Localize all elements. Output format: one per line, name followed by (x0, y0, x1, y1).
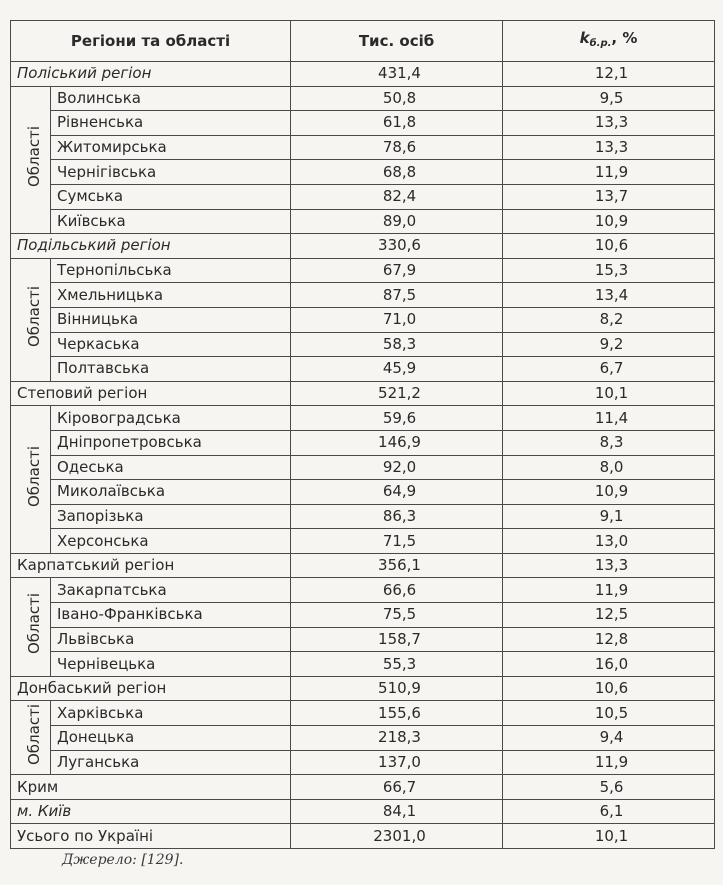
oblast-row (11, 726, 715, 751)
oblast-population: 64,9 (291, 480, 503, 505)
total-coefficient: 6,1 (503, 799, 715, 824)
oblasts-label: Області (24, 125, 43, 187)
oblast-row (11, 504, 715, 529)
oblast-population: 55,3 (291, 652, 503, 677)
region-name: Донбаський регіон (11, 676, 291, 701)
oblasts-label: Області (24, 593, 43, 655)
region-population: 431,4 (291, 62, 503, 87)
oblast-coefficient: 10,9 (503, 209, 715, 234)
oblast-coefficient: 13,0 (503, 529, 715, 554)
oblast-population: 67,9 (291, 258, 503, 283)
oblast-name: Чернівецька (51, 652, 291, 677)
oblast-population: 71,0 (291, 307, 503, 332)
oblast-coefficient: 9,5 (503, 86, 715, 111)
oblast-name: Сумська (51, 184, 291, 209)
page-title-fragment (60, 0, 460, 5)
total-name: Усього по Україні (11, 824, 291, 849)
total-population: 84,1 (291, 799, 503, 824)
region-row (11, 62, 715, 87)
table-header-row (11, 21, 715, 62)
oblast-coefficient: 9,1 (503, 504, 715, 529)
oblast-name: Вінницька (51, 307, 291, 332)
oblast-row (11, 652, 715, 677)
oblast-population: 66,6 (291, 578, 503, 603)
oblast-name: Кіровоградська (51, 406, 291, 431)
oblasts-side-label (11, 406, 51, 554)
oblast-row (11, 603, 715, 628)
oblasts-side-label (11, 701, 51, 775)
oblast-population: 45,9 (291, 357, 503, 382)
oblast-name: Одеська (51, 455, 291, 480)
oblast-coefficient: 11,4 (503, 406, 715, 431)
header-coefficient: $k_{б.р.}$, % (503, 21, 715, 62)
oblast-coefficient: 9,4 (503, 726, 715, 751)
region-name: Поліський регіон (11, 62, 291, 87)
oblast-coefficient: 16,0 (503, 652, 715, 677)
total-row (11, 824, 715, 849)
oblast-name: Тернопільська (51, 258, 291, 283)
oblast-coefficient: 12,5 (503, 603, 715, 628)
oblasts-side-label (11, 258, 51, 381)
total-coefficient: 10,1 (503, 824, 715, 849)
oblast-row (11, 332, 715, 357)
oblast-population: 50,8 (291, 86, 503, 111)
oblast-coefficient: 8,0 (503, 455, 715, 480)
region-row (11, 553, 715, 578)
oblast-name: Харківська (51, 701, 291, 726)
oblast-name: Волинська (51, 86, 291, 111)
oblast-name: Житомирська (51, 135, 291, 160)
oblast-population: 158,7 (291, 627, 503, 652)
oblast-row (11, 135, 715, 160)
oblast-row (11, 480, 715, 505)
oblast-row (11, 627, 715, 652)
oblast-row (11, 455, 715, 480)
region-coefficient: 13,3 (503, 553, 715, 578)
oblast-population: 155,6 (291, 701, 503, 726)
oblast-row (11, 578, 715, 603)
k-unit: % (622, 29, 638, 47)
oblast-row (11, 750, 715, 775)
oblast-row (11, 258, 715, 283)
oblast-row (11, 160, 715, 185)
region-coefficient: 10,6 (503, 676, 715, 701)
oblast-coefficient: 10,5 (503, 701, 715, 726)
total-population: 2301,0 (291, 824, 503, 849)
region-population: 510,9 (291, 676, 503, 701)
total-name: Крим (11, 775, 291, 800)
oblast-name: Львівська (51, 627, 291, 652)
oblast-population: 146,9 (291, 430, 503, 455)
oblast-name: Закарпатська (51, 578, 291, 603)
oblast-coefficient: 13,7 (503, 184, 715, 209)
region-name: Карпатський регіон (11, 553, 291, 578)
oblast-name: Херсонська (51, 529, 291, 554)
header-region: Регіони та області (11, 21, 291, 62)
region-row (11, 381, 715, 406)
oblast-population: 137,0 (291, 750, 503, 775)
oblast-row (11, 307, 715, 332)
region-population: 356,1 (291, 553, 503, 578)
region-coefficient: 10,6 (503, 234, 715, 259)
oblasts-label: Області (24, 703, 43, 765)
oblast-population: 82,4 (291, 184, 503, 209)
oblast-population: 68,8 (291, 160, 503, 185)
region-population: 521,2 (291, 381, 503, 406)
oblast-name: Черкаська (51, 332, 291, 357)
region-row (11, 234, 715, 259)
oblast-name: Київська (51, 209, 291, 234)
oblast-name: Рівненська (51, 111, 291, 136)
oblast-coefficient: 15,3 (503, 258, 715, 283)
oblast-coefficient: 13,3 (503, 135, 715, 160)
data-table (10, 20, 715, 849)
oblast-coefficient: 6,7 (503, 357, 715, 382)
oblasts-label: Області (24, 285, 43, 347)
oblast-population: 71,5 (291, 529, 503, 554)
oblast-row (11, 406, 715, 431)
region-population: 330,6 (291, 234, 503, 259)
k-subscript: б.р. (589, 38, 612, 49)
table-body (11, 62, 715, 849)
oblast-coefficient: 13,3 (503, 111, 715, 136)
oblast-name: Запорізька (51, 504, 291, 529)
oblast-coefficient: 8,2 (503, 307, 715, 332)
region-coefficient: 10,1 (503, 381, 715, 406)
total-coefficient: 5,6 (503, 775, 715, 800)
oblast-name: Івано-Франківська (51, 603, 291, 628)
header-population: Тис. осіб (291, 21, 503, 62)
oblast-row (11, 430, 715, 455)
oblast-coefficient: 11,9 (503, 578, 715, 603)
oblast-population: 58,3 (291, 332, 503, 357)
total-population: 66,7 (291, 775, 503, 800)
oblast-coefficient: 8,3 (503, 430, 715, 455)
oblast-population: 78,6 (291, 135, 503, 160)
oblast-row (11, 283, 715, 308)
oblasts-side-label (11, 86, 51, 234)
oblast-name: Полтавська (51, 357, 291, 382)
region-name: Подільський регіон (11, 234, 291, 259)
oblast-population: 61,8 (291, 111, 503, 136)
oblast-row (11, 529, 715, 554)
oblast-population: 218,3 (291, 726, 503, 751)
oblasts-side-label (11, 578, 51, 676)
total-row (11, 775, 715, 800)
region-row (11, 676, 715, 701)
oblast-name: Луганська (51, 750, 291, 775)
oblast-population: 92,0 (291, 455, 503, 480)
oblast-coefficient: 11,9 (503, 160, 715, 185)
region-name: Степовий регіон (11, 381, 291, 406)
oblast-population: 87,5 (291, 283, 503, 308)
oblast-name: Донецька (51, 726, 291, 751)
oblast-coefficient: 10,9 (503, 480, 715, 505)
oblast-name: Миколаївська (51, 480, 291, 505)
oblast-row (11, 111, 715, 136)
source-note: Джерело: [129]. (62, 852, 184, 868)
oblast-coefficient: 9,2 (503, 332, 715, 357)
oblast-row (11, 209, 715, 234)
oblast-name: Чернігівська (51, 160, 291, 185)
oblast-row (11, 357, 715, 382)
oblast-population: 75,5 (291, 603, 503, 628)
oblast-population: 59,6 (291, 406, 503, 431)
oblast-population: 89,0 (291, 209, 503, 234)
total-row (11, 799, 715, 824)
oblast-coefficient: 12,8 (503, 627, 715, 652)
k-symbol: k (579, 29, 590, 47)
oblast-row (11, 701, 715, 726)
oblast-name: Хмельницька (51, 283, 291, 308)
oblast-population: 86,3 (291, 504, 503, 529)
oblast-row (11, 184, 715, 209)
total-name: м. Київ (11, 799, 291, 824)
oblast-coefficient: 13,4 (503, 283, 715, 308)
oblast-row (11, 86, 715, 111)
oblast-name: Дніпропетровська (51, 430, 291, 455)
region-coefficient: 12,1 (503, 62, 715, 87)
oblasts-label: Області (24, 445, 43, 507)
oblast-coefficient: 11,9 (503, 750, 715, 775)
